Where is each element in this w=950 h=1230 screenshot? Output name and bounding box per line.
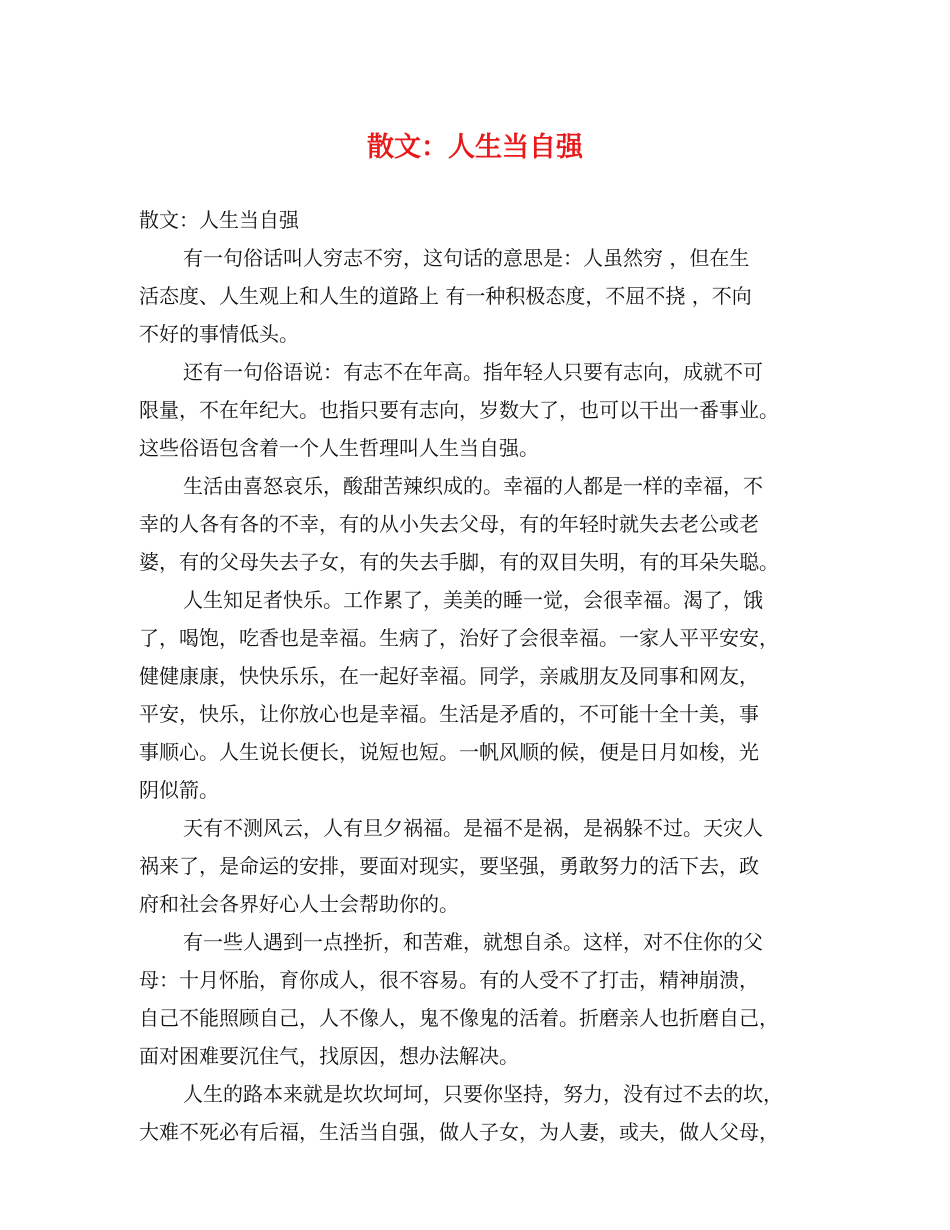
- text-line: 祸来了，是命运的安排，要面对现实，要坚强，勇敢努力的活下去，政: [139, 854, 759, 878]
- text-line: 事顺心。人生说长便长，说短也短。一帆风顺的候，便是日月如梭，光: [139, 740, 759, 764]
- text-line: 人生知足者快乐。工作累了，美美的睡一觉，会很幸福。渴了，饿: [183, 588, 763, 612]
- text-line: 限量，不在年纪大。也指只要有志向，岁数大了，也可以干出一番事业。: [139, 398, 779, 422]
- text-line: 大难不死必有后福，生活当自强，做人子女，为人妻，或夫，做人父母，: [139, 1120, 779, 1144]
- text-line: 有一些人遇到一点挫折，和苦难，就想自杀。这样，对不住你的父: [183, 930, 763, 954]
- document-body: [139, 201, 825, 1151]
- text-line: 活态度、人生观上和人生的道路上 有一种积极态度，不屈不挠 ，不向: [139, 284, 752, 308]
- text-line: 散文：人生当自强: [139, 208, 299, 232]
- text-line: 面对困难要沉住气，找原因，想办法解决。: [139, 1044, 519, 1068]
- text-line: 母：十月怀胎，育你成人，很不容易。有的人受不了打击，精神崩溃，: [139, 968, 759, 992]
- text-line: 了，喝饱，吃香也是幸福。生病了，治好了会很幸福。一家人平平安安，: [139, 626, 779, 650]
- document-title: 散文：人生当自强: [367, 132, 583, 163]
- text-line: 有一句俗话叫人穷志不穷，这句话的意思是：人虽然穷 ，但在生: [183, 246, 750, 270]
- text-line: 天有不测风云，人有旦夕祸福。是福不是祸，是祸躲不过。天灾人: [183, 816, 763, 840]
- text-line: 人生的路本来就是坎坎坷坷，只要你坚持，努力，没有过不去的坎，: [183, 1082, 783, 1106]
- text-line: 婆，有的父母失去子女，有的失去手脚，有的双目失明，有的耳朵失聪。: [139, 550, 779, 574]
- text-line: 幸的人各有各的不幸，有的从小失去父母，有的年轻时就失去老公或老: [139, 512, 759, 536]
- text-line: 不好的事情低头。: [139, 322, 299, 346]
- text-line: 自己不能照顾自己，人不像人，鬼不像鬼的活着。折磨亲人也折磨自己，: [139, 1006, 779, 1030]
- text-line: 府和社会各界好心人士会帮助你的。: [139, 892, 459, 916]
- text-line: 平安，快乐，让你放心也是幸福。生活是矛盾的，不可能十全十美，事: [139, 702, 759, 726]
- text-line: 这些俗语包含着一个人生哲理叫人生当自强。: [139, 436, 539, 460]
- text-line: 还有一句俗语说：有志不在年高。指年轻人只要有志向，成就不可: [183, 360, 763, 384]
- text-line: 生活由喜怒哀乐，酸甜苦辣织成的。幸福的人都是一样的幸福，不: [183, 474, 763, 498]
- text-line: 健健康康，快快乐乐，在一起好幸福。同学，亲戚朋友及同事和网友，: [139, 664, 759, 688]
- text-line: 阴似箭。: [139, 778, 219, 802]
